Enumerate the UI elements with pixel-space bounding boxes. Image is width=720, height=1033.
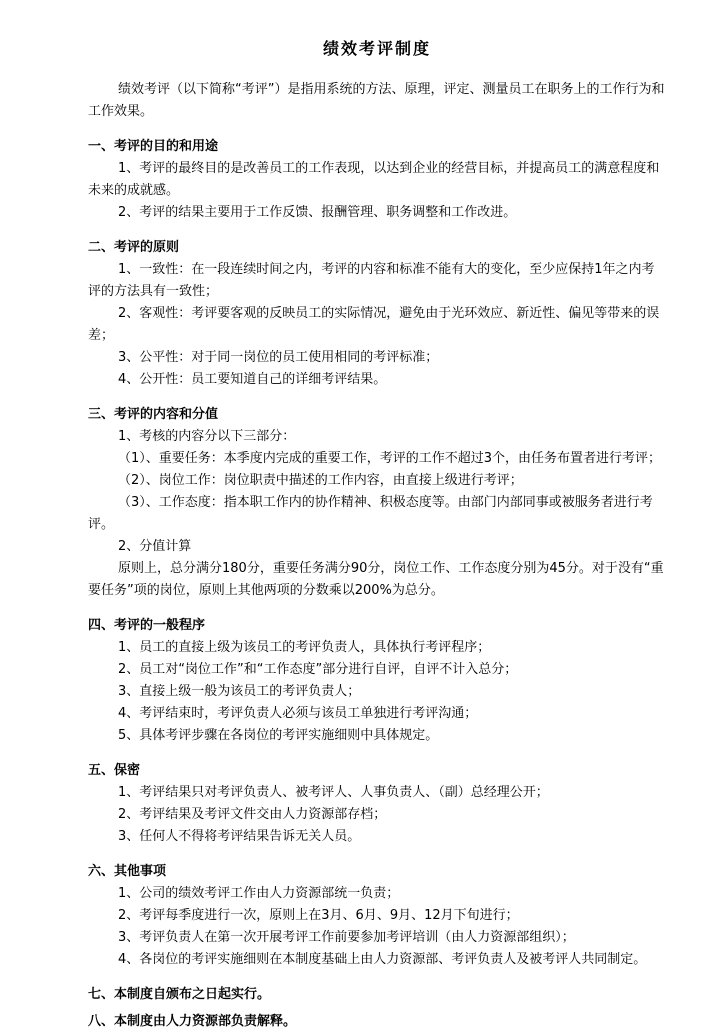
section-6-heading: 六、其他事项 <box>88 864 167 879</box>
section-6-item-4: 4、各岗位的考评实施细则在本制度基础上由人力资源部、考评负责人及被考评人共同制定。 <box>118 952 647 967</box>
section-6-item-1: 1、公司的绩效考评工作由人力资源部统一负责； <box>118 886 400 901</box>
section-3-item-3: （2）、岗位工作：岗位职责中描述的工作内容，由直接上级进行考评； <box>118 473 523 488</box>
section-4-heading: 四、考评的一般程序 <box>88 618 206 633</box>
section-2-item-2: 2、客观性：考评要客观的反映员工的实际情况，避免由于光环效应、新近性、偏见等带来的误差； <box>88 306 660 343</box>
section-5-item-1: 1、考评结果只对考评负责人、被考评人、人事负责人、（副）总经理公开； <box>118 785 549 800</box>
section-3-heading: 三、考评的内容和分值 <box>88 407 219 422</box>
section-5-heading: 五、保密 <box>88 763 141 778</box>
section-3-item-6: 原则上，总分满分180分，重要任务满分90分，岗位工作、工作态度分别为45分。对于没有“重要任务”项的岗位，原则上其他两项的分数乘以200%为总分。 <box>88 561 664 598</box>
section-4-item-2: 2、员工对“岗位工作”和“工作态度”部分进行自评，自评不计入总分； <box>118 662 518 677</box>
section-3-item-1: 1、考核的内容分以下三部分： <box>118 429 296 444</box>
section-1-item-2: 2、考评的结果主要用于工作反馈、报酬管理、职务调整和工作改进。 <box>118 205 517 220</box>
section-5-item-3: 3、任何人不得将考评结果告诉无关人员。 <box>118 829 361 844</box>
section-5-item-2: 2、考评结果及考评文件交由人力资源部存档； <box>118 807 387 822</box>
section-6-item-2: 2、考评每季度进行一次，原则上在3月、6月、9月、12月下旬进行； <box>118 908 519 923</box>
section-2-item-3: 3、公平性：对于同一岗位的员工使用相同的考评标准； <box>118 350 439 365</box>
section-4-item-1: 1、员工的直接上级为该员工的考评负责人，具体执行考评程序； <box>118 640 491 655</box>
section-4-item-4: 4、考评结束时，考评负责人必须与该员工单独进行考评沟通； <box>118 706 478 721</box>
section-3-item-4: （3）、工作态度：指本职工作内的协作精神、积极态度等。由部门内部同事或被服务者进行考评。 <box>88 495 653 532</box>
section-7-heading: 七、本制度自颁布之日起实行。 <box>88 987 271 1002</box>
section-4-item-5: 5、具体考评步骤在各岗位的考评实施细则中具体规定。 <box>118 728 439 743</box>
section-3-item-2: （1）、重要任务：本季度内完成的重要工作，考评的工作不超过3个，由任务布置者进行考评； <box>118 451 662 466</box>
intro-paragraph: 绩效考评（以下简称“考评”）是指用系统的方法、原理，评定、测量员工在职务上的工作行为和工作效果。 <box>88 82 665 119</box>
section-1-item-1: 1、考评的最终目的是改善员工的工作表现，以达到企业的经营目标，并提高员工的满意程度和未来的成就感。 <box>88 161 660 198</box>
document-title: 绩效考评制度 <box>322 39 431 58</box>
document-page <box>88 38 666 1033</box>
section-2-heading: 二、考评的原则 <box>88 240 180 255</box>
section-2-item-4: 4、公开性：员工要知道自己的详细考评结果。 <box>118 372 387 387</box>
section-2-item-1: 1、一致性：在一段连续时间之内，考评的内容和标准不能有大的变化，至少应保持1年之内考评的方法具有一致性； <box>88 262 655 299</box>
section-8-heading: 八、本制度由人力资源部负责解释。 <box>88 1014 297 1029</box>
section-4-item-3: 3、直接上级一般为该员工的考评负责人； <box>118 684 361 699</box>
section-6-item-3: 3、考评负责人在第一次开展考评工作前要参加考评培训（由人力资源部组织）； <box>118 930 575 945</box>
section-1-heading: 一、考评的目的和用途 <box>88 139 219 154</box>
section-3-item-5: 2、分值计算 <box>118 539 192 554</box>
